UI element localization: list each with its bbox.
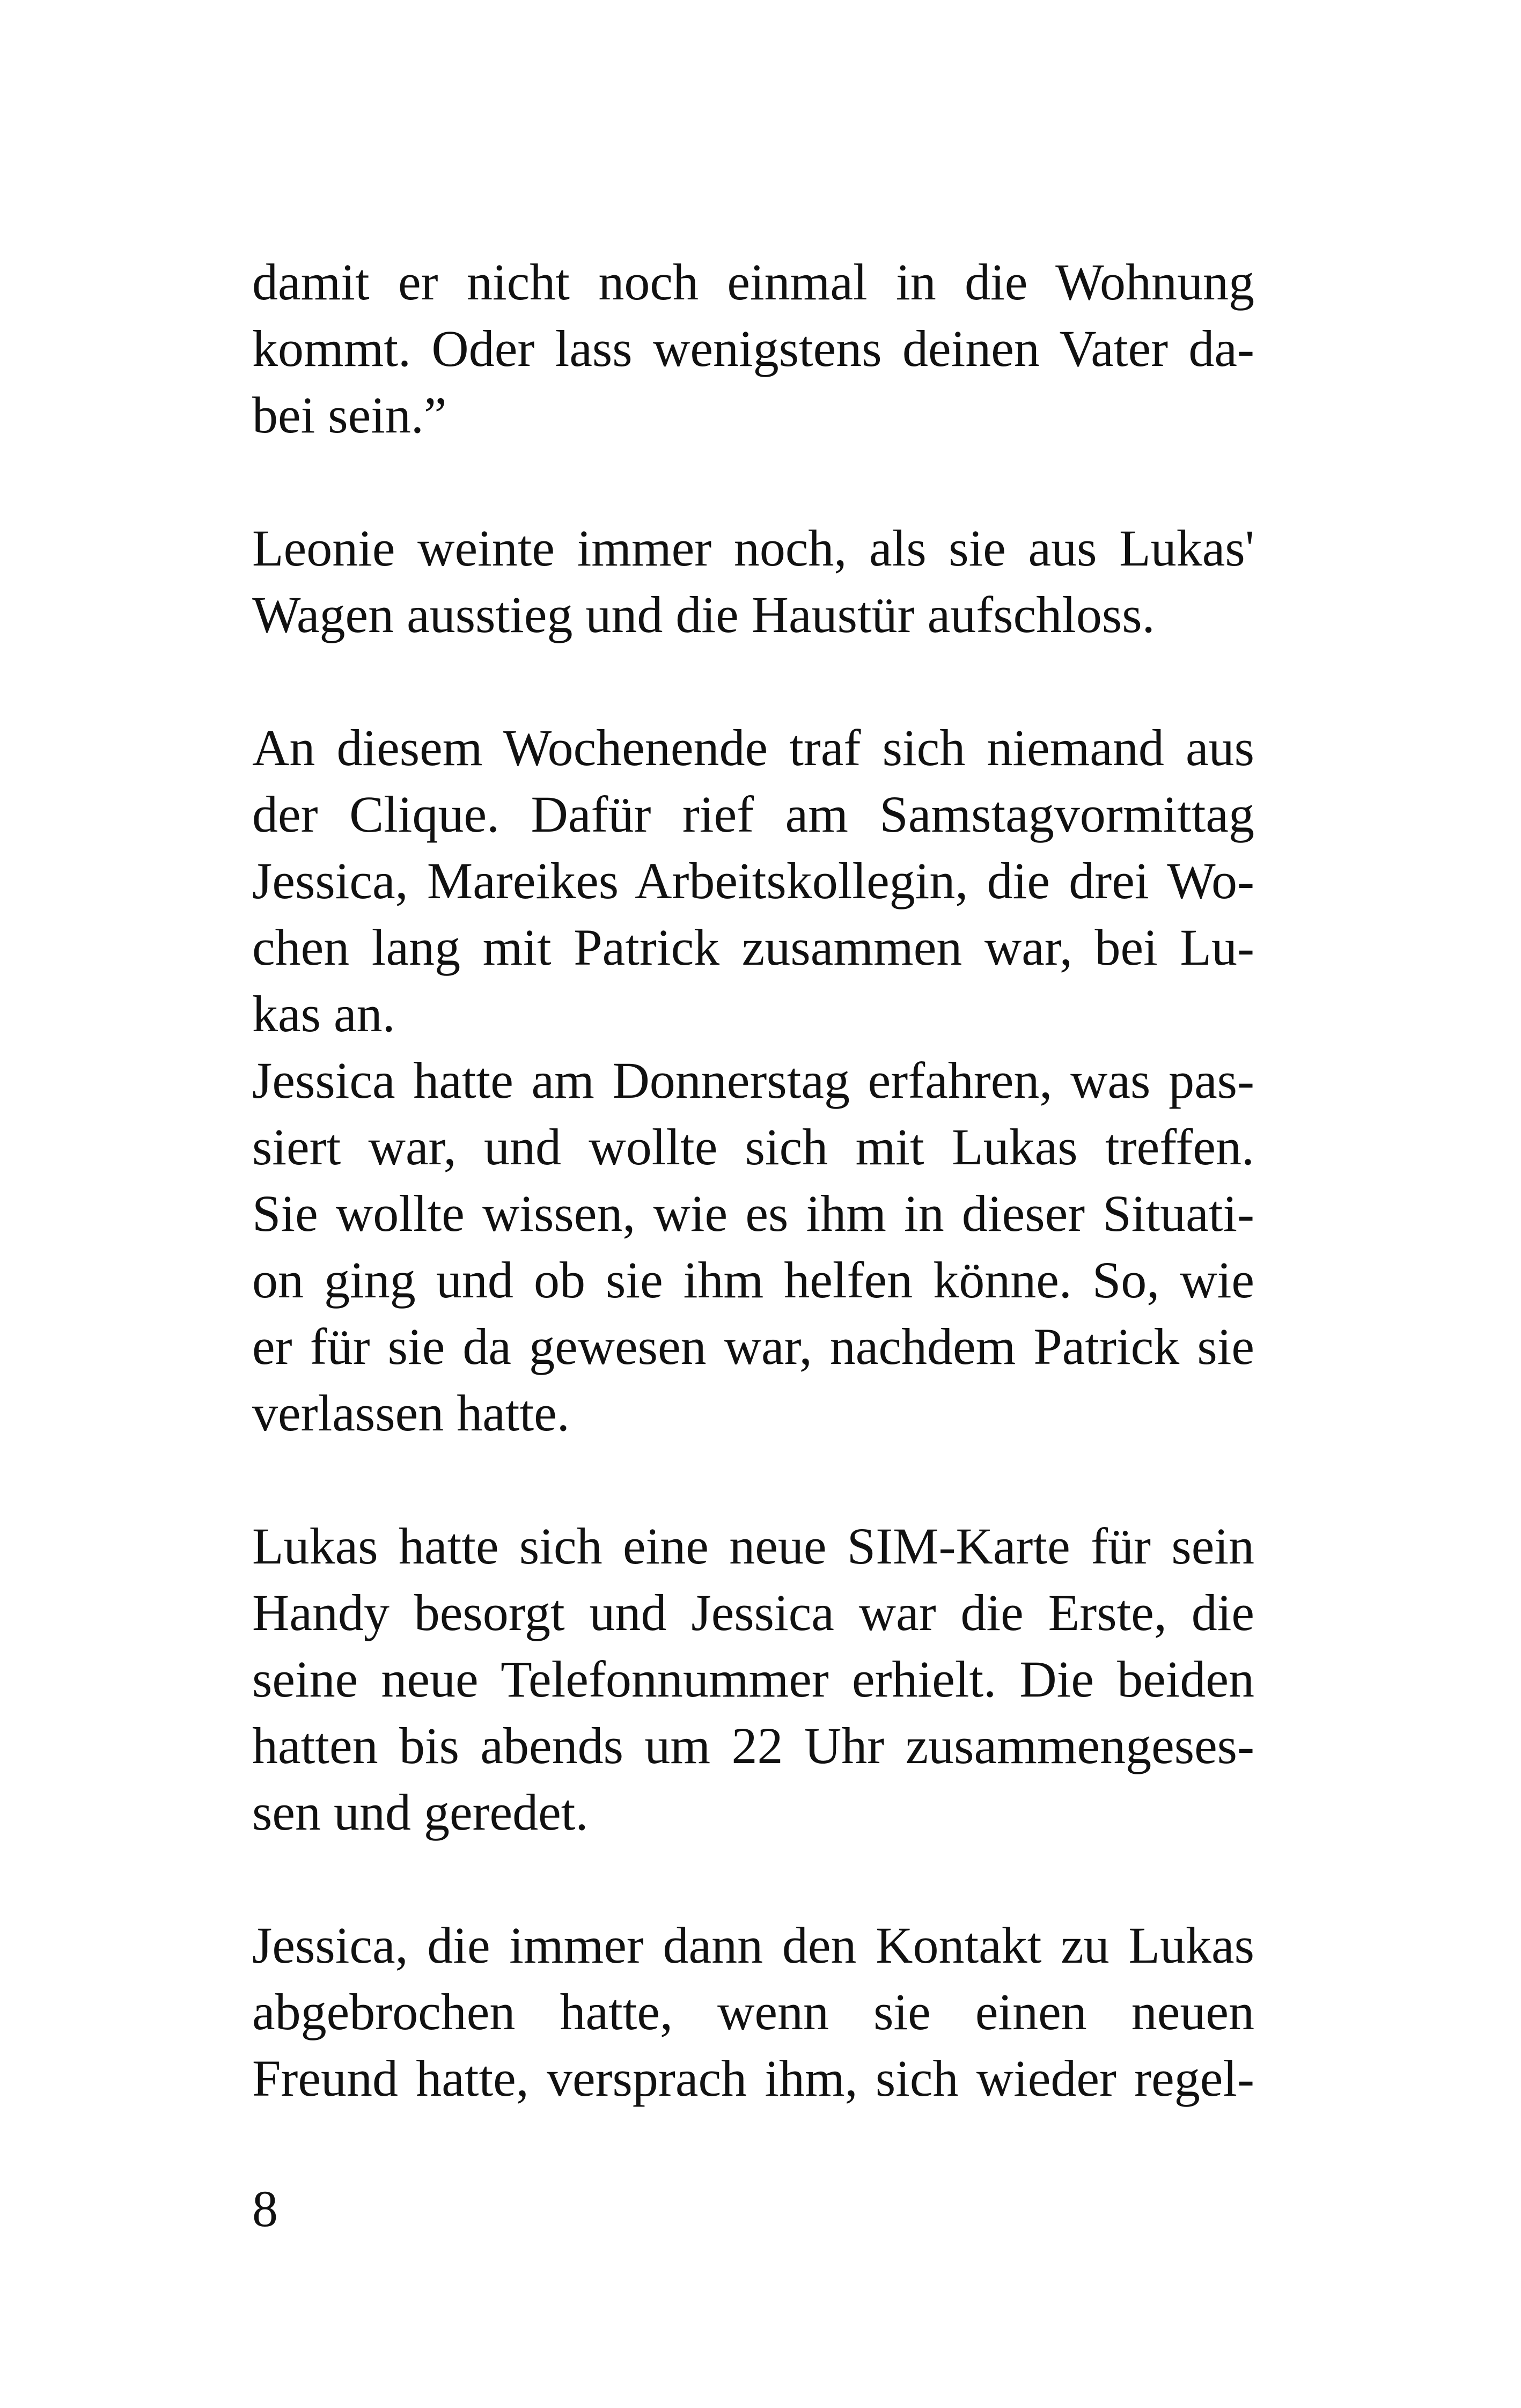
- text-line: der Clique. Dafür rief am Samstagvormittag: [252, 785, 1254, 843]
- text-line: chen lang mit Patrick zusammen war, bei Lu-: [252, 919, 1254, 976]
- text-line: on ging und ob sie ihm helfen könne. So, wie: [252, 1251, 1254, 1309]
- text-line: Lukas hatte sich eine neue SIM-Karte für sein: [252, 1517, 1254, 1575]
- text-line: Jessica hatte am Donnerstag erfahren, was pas-: [252, 1052, 1254, 1109]
- text-line: Handy besorgt und Jessica war die Erste, die: [252, 1584, 1254, 1641]
- text-line: Jessica, die immer dann den Kontakt zu Lukas: [252, 1917, 1254, 1974]
- text-line: seine neue Telefonnummer erhielt. Die beiden: [252, 1650, 1254, 1708]
- paragraph-gap: [252, 449, 1254, 515]
- text-line: Jessica, Mareikes Arbeitskollegin, die drei Wo-: [252, 852, 1254, 909]
- page-number: 8: [252, 2180, 278, 2237]
- text-line: Leonie weinte immer noch, als sie aus Lukas': [252, 519, 1254, 577]
- text-line: Sie wollte wissen, wie es ihm in dieser Situati-: [252, 1185, 1254, 1242]
- text-line: sen und geredet.: [252, 1783, 589, 1841]
- text-line: kommt. Oder lass wenigstens deinen Vater da-: [252, 320, 1254, 377]
- paragraph-6: [252, 1912, 1254, 2112]
- text-line: abgebrochen hatte, wenn sie einen neuen: [252, 1983, 1254, 2040]
- text-line: siert war, und wollte sich mit Lukas treffen.: [252, 1118, 1254, 1176]
- text-line: Freund hatte, versprach ihm, sich wieder regel-: [252, 2050, 1254, 2107]
- text-line: kas an.: [252, 985, 395, 1043]
- text-line: hatten bis abends um 22 Uhr zusammengeses-: [252, 1717, 1254, 1774]
- text-line: er für sie da gewesen war, nachdem Patrick sie: [252, 1318, 1254, 1375]
- text-line: An diesem Wochenende traf sich niemand aus: [252, 719, 1254, 776]
- paragraph-1: [252, 249, 1254, 449]
- paragraph-4: [252, 1047, 1254, 1447]
- paragraph-3: [252, 715, 1254, 1047]
- paragraph-gap: [252, 1846, 1254, 1912]
- paragraph-5: [252, 1513, 1254, 1846]
- paragraph-gap: [252, 648, 1254, 715]
- text-line: damit er nicht noch einmal in die Wohnung: [252, 253, 1254, 311]
- paragraph-gap: [252, 1447, 1254, 1513]
- body-text: [252, 249, 1254, 2112]
- text-line: bei sein.”: [252, 386, 447, 444]
- text-line: Wagen ausstieg und die Haustür aufschloss.: [252, 586, 1155, 643]
- paragraph-2: [252, 515, 1254, 648]
- text-line: verlassen hatte.: [252, 1384, 570, 1442]
